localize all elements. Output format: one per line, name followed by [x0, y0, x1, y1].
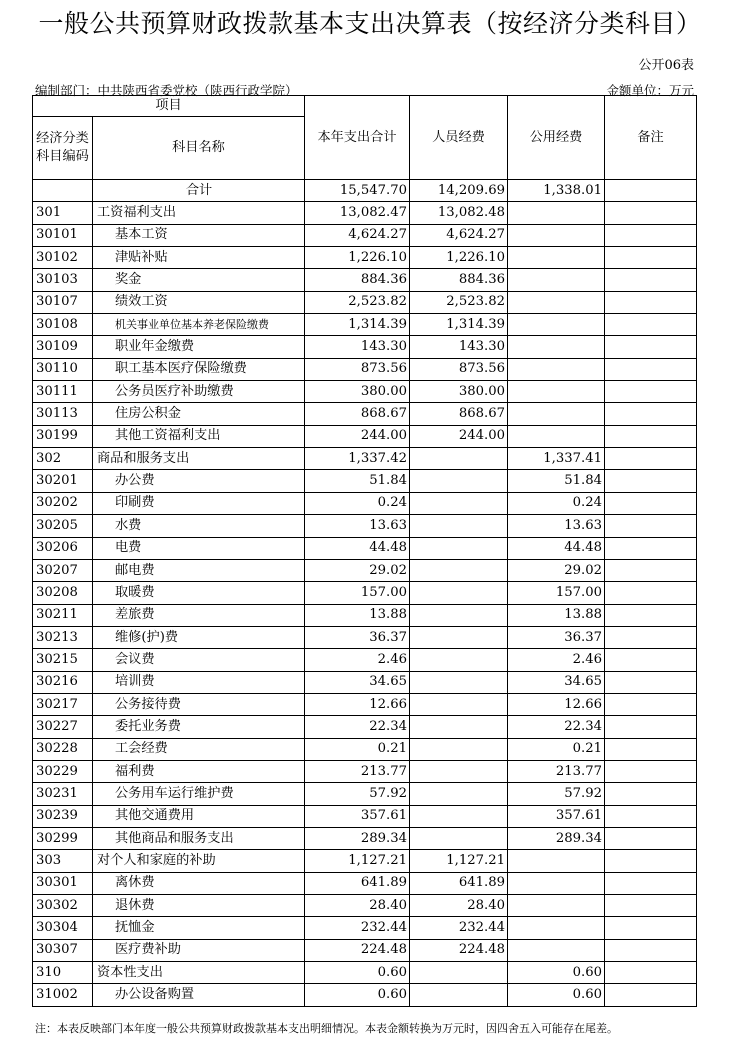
- row-personnel: 873.56: [410, 358, 508, 380]
- row-total: 641.89: [305, 872, 410, 894]
- row-note: [605, 827, 697, 849]
- row-public: [508, 224, 605, 246]
- header-total: 本年支出合计: [305, 96, 410, 180]
- row-code: 30239: [33, 805, 93, 827]
- row-note: [605, 448, 697, 470]
- row-note: [605, 895, 697, 917]
- row-total: 12.66: [305, 693, 410, 715]
- row-public: 0.60: [508, 962, 605, 984]
- row-note: [605, 850, 697, 872]
- row-name: 电费: [93, 537, 305, 559]
- row-personnel: [410, 582, 508, 604]
- row-personnel: 2,523.82: [410, 291, 508, 313]
- row-note: [605, 202, 697, 224]
- row-total: 15,547.70: [305, 180, 410, 202]
- table-row: [33, 626, 697, 648]
- row-name: 工会经费: [93, 738, 305, 760]
- table-row: [33, 202, 697, 224]
- table-row: [33, 291, 697, 313]
- row-note: [605, 403, 697, 425]
- row-name: 对个人和家庭的补助: [93, 850, 305, 872]
- table-header: [33, 96, 697, 180]
- row-personnel: 1,127.21: [410, 850, 508, 872]
- row-code: 310: [33, 962, 93, 984]
- row-public: 29.02: [508, 559, 605, 581]
- row-name: 印刷费: [93, 492, 305, 514]
- table-row: [33, 939, 697, 961]
- row-code: 30215: [33, 649, 93, 671]
- table-row: [33, 224, 697, 246]
- table-row: [33, 604, 697, 626]
- table-row: [33, 425, 697, 447]
- table-row: [33, 872, 697, 894]
- row-note: [605, 917, 697, 939]
- row-name: 其他交通费用: [93, 805, 305, 827]
- row-personnel: [410, 649, 508, 671]
- row-name: 职工基本医疗保险缴费: [93, 358, 305, 380]
- row-personnel: 1,314.39: [410, 314, 508, 336]
- row-note: [605, 269, 697, 291]
- row-note: [605, 515, 697, 537]
- row-public: 0.60: [508, 984, 605, 1006]
- table-row: [33, 381, 697, 403]
- row-personnel: [410, 671, 508, 693]
- table-row: [33, 693, 697, 715]
- row-total: 13,082.47: [305, 202, 410, 224]
- row-public: 0.24: [508, 492, 605, 514]
- row-total: 357.61: [305, 805, 410, 827]
- row-total: 0.21: [305, 738, 410, 760]
- row-total: 1,337.42: [305, 448, 410, 470]
- row-name: 维修(护)费: [93, 626, 305, 648]
- row-total: 28.40: [305, 895, 410, 917]
- row-note: [605, 626, 697, 648]
- table-row: [33, 314, 697, 336]
- table-row: [33, 470, 697, 492]
- row-code: 30299: [33, 827, 93, 849]
- table-row: [33, 671, 697, 693]
- table-row: [33, 783, 697, 805]
- row-public: 44.48: [508, 537, 605, 559]
- row-total: 157.00: [305, 582, 410, 604]
- row-note: [605, 760, 697, 782]
- table-row: [33, 515, 697, 537]
- row-note: [605, 180, 697, 202]
- row-personnel: 143.30: [410, 336, 508, 358]
- row-code: 30102: [33, 247, 93, 269]
- row-name: 福利费: [93, 760, 305, 782]
- row-public: 22.34: [508, 716, 605, 738]
- row-total: 0.24: [305, 492, 410, 514]
- row-public: 36.37: [508, 626, 605, 648]
- row-public: [508, 269, 605, 291]
- row-code: 30213: [33, 626, 93, 648]
- row-note: [605, 336, 697, 358]
- row-personnel: [410, 984, 508, 1006]
- row-personnel: 224.48: [410, 939, 508, 961]
- row-code: 30107: [33, 291, 93, 313]
- row-code: 30199: [33, 425, 93, 447]
- row-personnel: 868.67: [410, 403, 508, 425]
- row-code: 30111: [33, 381, 93, 403]
- row-total: 51.84: [305, 470, 410, 492]
- row-public: 34.65: [508, 671, 605, 693]
- table-row: [33, 537, 697, 559]
- row-personnel: 641.89: [410, 872, 508, 894]
- row-total: 868.67: [305, 403, 410, 425]
- row-note: [605, 984, 697, 1006]
- row-total: 884.36: [305, 269, 410, 291]
- row-personnel: [410, 827, 508, 849]
- row-total: 1,314.39: [305, 314, 410, 336]
- row-code: 30202: [33, 492, 93, 514]
- row-total: 224.48: [305, 939, 410, 961]
- row-personnel: 14,209.69: [410, 180, 508, 202]
- row-code: 30307: [33, 939, 93, 961]
- row-name: 公务接待费: [93, 693, 305, 715]
- row-code: [33, 180, 93, 202]
- row-personnel: [410, 716, 508, 738]
- row-total: 22.34: [305, 716, 410, 738]
- row-total: 34.65: [305, 671, 410, 693]
- header-note: 备注: [605, 96, 697, 180]
- row-code: 30206: [33, 537, 93, 559]
- row-code: 30231: [33, 783, 93, 805]
- row-code: 30208: [33, 582, 93, 604]
- row-note: [605, 582, 697, 604]
- table-row: [33, 917, 697, 939]
- row-name: 住房公积金: [93, 403, 305, 425]
- row-name: 抚恤金: [93, 917, 305, 939]
- row-note: [605, 537, 697, 559]
- row-total: 1,226.10: [305, 247, 410, 269]
- row-public: 289.34: [508, 827, 605, 849]
- row-public: [508, 939, 605, 961]
- row-name: 合计: [93, 180, 305, 202]
- row-total: 873.56: [305, 358, 410, 380]
- row-name: 其他工资福利支出: [93, 425, 305, 447]
- row-personnel: [410, 537, 508, 559]
- row-public: 12.66: [508, 693, 605, 715]
- row-name: 职业年金缴费: [93, 336, 305, 358]
- header-name: 科目名称: [93, 117, 305, 180]
- row-public: [508, 247, 605, 269]
- row-total: 0.60: [305, 984, 410, 1006]
- row-public: [508, 291, 605, 313]
- table-row: [33, 649, 697, 671]
- row-note: [605, 939, 697, 961]
- row-personnel: 244.00: [410, 425, 508, 447]
- amount-unit: 金额单位：万元: [606, 83, 694, 98]
- row-name: 资本性支出: [93, 962, 305, 984]
- row-personnel: [410, 962, 508, 984]
- row-code: 30101: [33, 224, 93, 246]
- row-personnel: 4,624.27: [410, 224, 508, 246]
- table-row: [33, 760, 697, 782]
- table-number: 公开06表: [638, 58, 694, 73]
- row-personnel: [410, 693, 508, 715]
- row-personnel: 380.00: [410, 381, 508, 403]
- row-note: [605, 224, 697, 246]
- row-personnel: 28.40: [410, 895, 508, 917]
- row-public: 2.46: [508, 649, 605, 671]
- row-total: 13.63: [305, 515, 410, 537]
- row-personnel: [410, 626, 508, 648]
- row-name: 公务员医疗补助缴费: [93, 381, 305, 403]
- row-name: 其他商品和服务支出: [93, 827, 305, 849]
- row-name: 基本工资: [93, 224, 305, 246]
- row-public: 357.61: [508, 805, 605, 827]
- row-name: 办公设备购置: [93, 984, 305, 1006]
- row-code: 30113: [33, 403, 93, 425]
- row-personnel: [410, 559, 508, 581]
- row-public: [508, 336, 605, 358]
- row-note: [605, 649, 697, 671]
- row-name: 委托业务费: [93, 716, 305, 738]
- row-name: 培训费: [93, 671, 305, 693]
- row-name: 机关事业单位基本养老保险缴费: [93, 314, 305, 336]
- row-total: 36.37: [305, 626, 410, 648]
- header-personnel: 人员经费: [410, 96, 508, 180]
- row-name: 会议费: [93, 649, 305, 671]
- row-public: 1,337.41: [508, 448, 605, 470]
- row-code: 30304: [33, 917, 93, 939]
- table-row: [33, 738, 697, 760]
- table-row: [33, 984, 697, 1006]
- table-row: [33, 336, 697, 358]
- row-total: 143.30: [305, 336, 410, 358]
- footnote: 注：本表反映部门本年度一般公共预算财政拨款基本支出明细情况。本表金额转换为万元时，因四舍五入可能存在尾差。: [35, 1022, 618, 1035]
- row-personnel: 232.44: [410, 917, 508, 939]
- table-row: [33, 358, 697, 380]
- row-personnel: 1,226.10: [410, 247, 508, 269]
- table-row: [33, 492, 697, 514]
- row-personnel: [410, 783, 508, 805]
- row-total: 13.88: [305, 604, 410, 626]
- row-total: 289.34: [305, 827, 410, 849]
- row-note: [605, 716, 697, 738]
- row-code: 303: [33, 850, 93, 872]
- expenditure-table: [32, 95, 697, 1007]
- row-total: 2.46: [305, 649, 410, 671]
- row-code: 30216: [33, 671, 93, 693]
- row-note: [605, 805, 697, 827]
- row-note: [605, 693, 697, 715]
- header-public: 公用经费: [508, 96, 605, 180]
- row-personnel: [410, 738, 508, 760]
- table-row: [33, 403, 697, 425]
- row-note: [605, 872, 697, 894]
- row-note: [605, 291, 697, 313]
- row-personnel: [410, 492, 508, 514]
- row-name: 差旅费: [93, 604, 305, 626]
- row-code: 30109: [33, 336, 93, 358]
- row-public: 157.00: [508, 582, 605, 604]
- row-public: 51.84: [508, 470, 605, 492]
- row-note: [605, 492, 697, 514]
- row-name: 取暖费: [93, 582, 305, 604]
- row-name: 医疗费补助: [93, 939, 305, 961]
- row-name: 离休费: [93, 872, 305, 894]
- row-public: [508, 314, 605, 336]
- row-note: [605, 470, 697, 492]
- row-name: 办公费: [93, 470, 305, 492]
- row-total: 29.02: [305, 559, 410, 581]
- row-note: [605, 783, 697, 805]
- row-code: 30201: [33, 470, 93, 492]
- table-row: [33, 448, 697, 470]
- row-personnel: [410, 448, 508, 470]
- row-public: 0.21: [508, 738, 605, 760]
- preparing-department: 编制部门：中共陕西省委党校（陕西行政学院）: [35, 83, 298, 98]
- row-total: 4,624.27: [305, 224, 410, 246]
- row-code: 30207: [33, 559, 93, 581]
- table-row: [33, 850, 697, 872]
- row-personnel: [410, 604, 508, 626]
- row-note: [605, 604, 697, 626]
- table-row: [33, 962, 697, 984]
- row-code: 30211: [33, 604, 93, 626]
- row-public: [508, 381, 605, 403]
- row-note: [605, 962, 697, 984]
- row-public: [508, 895, 605, 917]
- row-code: 30205: [33, 515, 93, 537]
- table-row: [33, 582, 697, 604]
- row-code: 30229: [33, 760, 93, 782]
- row-personnel: 884.36: [410, 269, 508, 291]
- row-name: 公务用车运行维护费: [93, 783, 305, 805]
- table-row: [33, 559, 697, 581]
- row-total: 232.44: [305, 917, 410, 939]
- header-item: 项目: [33, 96, 305, 117]
- row-code: 30228: [33, 738, 93, 760]
- row-name: 津贴补贴: [93, 247, 305, 269]
- page-title: 一般公共预算财政拨款基本支出决算表（按经济分类科目）: [38, 9, 702, 38]
- row-code: 30227: [33, 716, 93, 738]
- row-personnel: 13,082.48: [410, 202, 508, 224]
- row-total: 1,127.21: [305, 850, 410, 872]
- row-code: 30108: [33, 314, 93, 336]
- row-name: 绩效工资: [93, 291, 305, 313]
- row-code: 301: [33, 202, 93, 224]
- row-public: 13.88: [508, 604, 605, 626]
- table-row: [33, 716, 697, 738]
- row-public: [508, 358, 605, 380]
- row-public: 1,338.01: [508, 180, 605, 202]
- row-note: [605, 671, 697, 693]
- row-code: 30302: [33, 895, 93, 917]
- row-total: 213.77: [305, 760, 410, 782]
- row-note: [605, 559, 697, 581]
- total-row: [33, 180, 697, 202]
- row-total: 0.60: [305, 962, 410, 984]
- row-public: 57.92: [508, 783, 605, 805]
- row-public: 213.77: [508, 760, 605, 782]
- row-total: 380.00: [305, 381, 410, 403]
- table-row: [33, 269, 697, 291]
- row-public: [508, 425, 605, 447]
- row-name: 工资福利支出: [93, 202, 305, 224]
- table-row: [33, 827, 697, 849]
- row-code: 30217: [33, 693, 93, 715]
- row-personnel: [410, 760, 508, 782]
- table-body: [33, 180, 697, 1007]
- row-code: 30103: [33, 269, 93, 291]
- row-name: 水费: [93, 515, 305, 537]
- row-name: 邮电费: [93, 559, 305, 581]
- row-note: [605, 425, 697, 447]
- row-note: [605, 738, 697, 760]
- row-public: [508, 403, 605, 425]
- row-personnel: [410, 515, 508, 537]
- row-note: [605, 381, 697, 403]
- row-note: [605, 314, 697, 336]
- table-row: [33, 895, 697, 917]
- row-total: 44.48: [305, 537, 410, 559]
- row-total: 2,523.82: [305, 291, 410, 313]
- row-total: 57.92: [305, 783, 410, 805]
- row-personnel: [410, 805, 508, 827]
- table-row: [33, 805, 697, 827]
- row-public: [508, 872, 605, 894]
- row-public: 13.63: [508, 515, 605, 537]
- row-name: 奖金: [93, 269, 305, 291]
- header-code: 经济分类科目编码: [33, 117, 93, 180]
- row-note: [605, 247, 697, 269]
- table-row: [33, 247, 697, 269]
- row-code: 30110: [33, 358, 93, 380]
- row-name: 商品和服务支出: [93, 448, 305, 470]
- row-note: [605, 358, 697, 380]
- row-code: 302: [33, 448, 93, 470]
- row-code: 30301: [33, 872, 93, 894]
- row-name: 退休费: [93, 895, 305, 917]
- row-public: [508, 850, 605, 872]
- row-code: 31002: [33, 984, 93, 1006]
- row-public: [508, 202, 605, 224]
- row-public: [508, 917, 605, 939]
- row-total: 244.00: [305, 425, 410, 447]
- row-personnel: [410, 470, 508, 492]
